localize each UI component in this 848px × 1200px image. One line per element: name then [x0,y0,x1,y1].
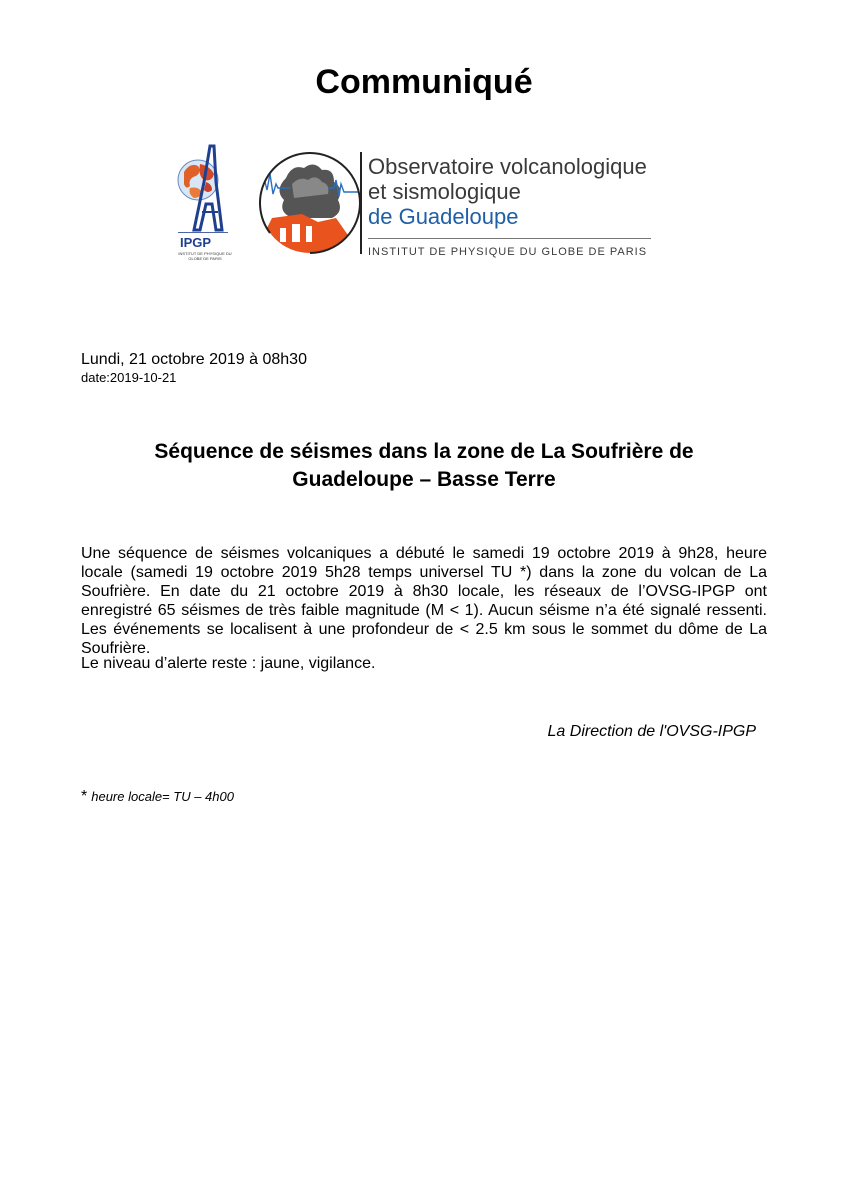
footnote-text: heure locale= TU – 4h00 [91,789,234,804]
ovsg-line-1: Observatoire volcanologique [368,154,647,179]
ipgp-name: IPGP [180,235,212,250]
ovsg-volcano-emblem-icon [252,148,364,258]
footnote [81,787,234,806]
logo-banner [176,142,656,268]
ovsg-institute: INSTITUT DE PHYSIQUE DU GLOBE DE PARIS [368,246,648,258]
ipgp-logo [176,142,232,268]
footnote-marker: * [81,788,88,805]
release-date: Lundi, 21 octobre 2019 à 08h30 [81,351,307,368]
page-title: Communiqué [315,63,533,101]
headline: Séquence de séismes dans la zone de La Soufrière de Guadeloupe – Basse Terre [154,440,694,491]
alert-level: Le niveau d’alerte reste : jaune, vigilance. [81,655,376,672]
body-paragraph: Une séquence de séismes volcaniques a débuté le samedi 19 octobre 2019 à 9h28, heure locale (samedi 19 octobre 2019 5h28 temps universel TU *) dans la zone du volcan de La Soufrière. En date du 21 octobre 2019 à 8h30 locale, les réseaux de l’OVSG-IPGP ont enregistré 65 séismes de très faible magnitude (M < 1). Aucun séisme n’a été signalé ressenti. Les événements se localisent à une profondeur de < 2.5 km sous le sommet du dôme de La Soufrière. [81,545,767,657]
ovsg-line-2: et sismologique [368,179,521,204]
ovsg-divider [368,238,651,239]
ovsg-wordmark [368,154,651,258]
ipgp-subtitle: INSTITUT DE PHYSIQUE DU GLOBE DE PARIS [178,251,232,261]
signature: La Direction de l'OVSG-IPGP [547,723,756,740]
ovsg-line-3: de Guadeloupe [368,204,519,229]
release-date-iso: date:2019-10-21 [81,370,177,385]
